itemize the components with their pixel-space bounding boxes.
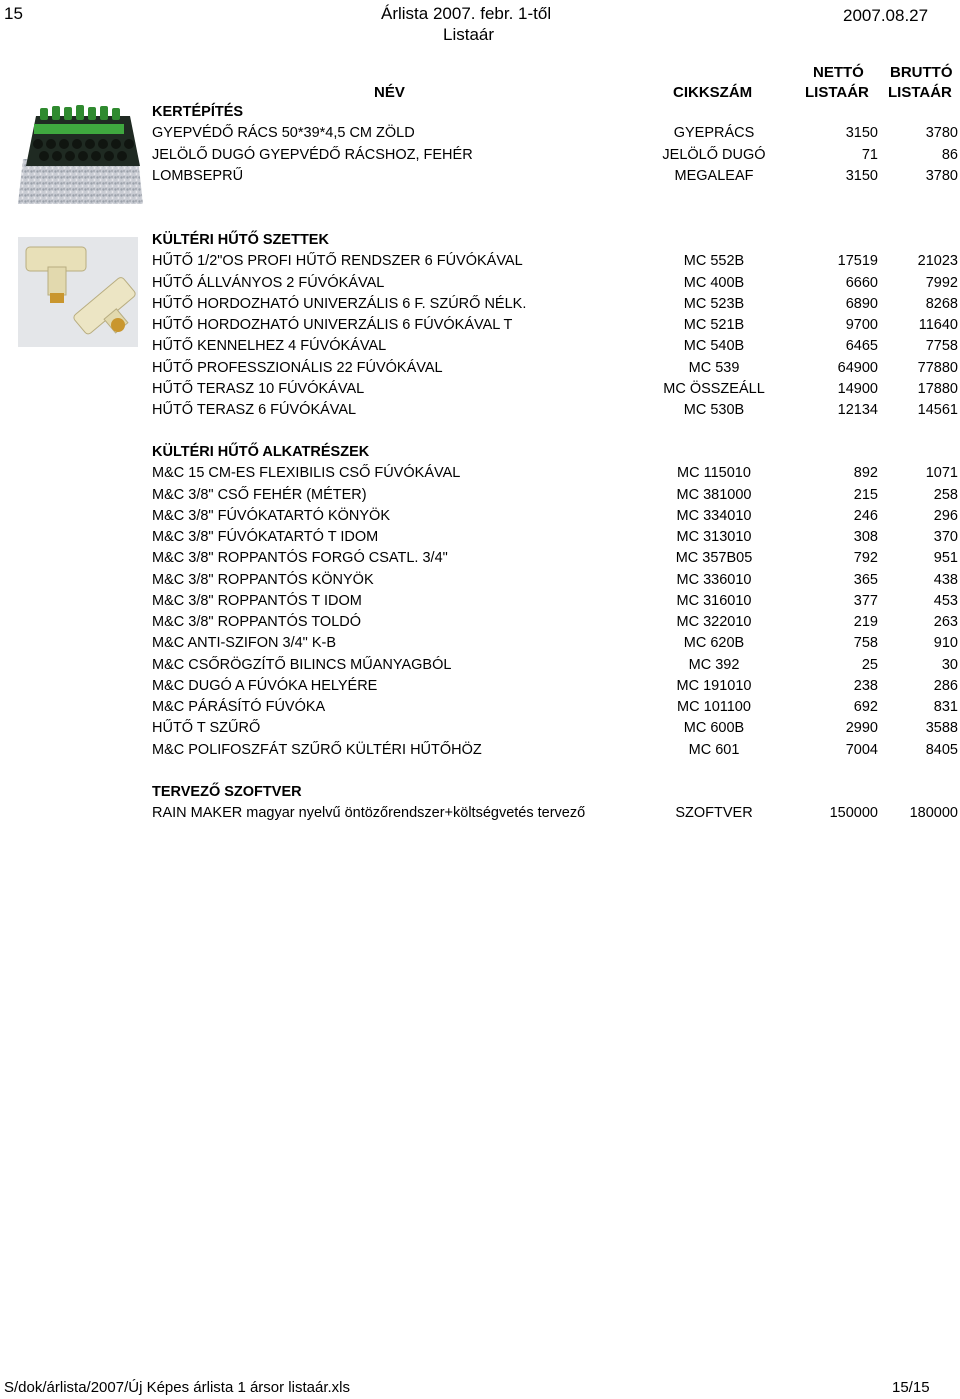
table-row xyxy=(0,381,960,402)
item-name: HŰTŐ ÁLLVÁNYOS 2 FÚVÓKÁVAL xyxy=(152,274,385,291)
item-gross-price: 8405 xyxy=(925,741,958,758)
item-gross-price: 77880 xyxy=(917,359,958,376)
item-name: M&C 3/8" ROPPANTÓS T IDOM xyxy=(152,592,362,609)
item-name: HŰTŐ HORDOZHATÓ UNIVERZÁLIS 6 F. SZÚRŐ NÉLK. xyxy=(152,295,527,312)
section-title: KÜLTÉRI HŰTŐ ALKATRÉSZEK xyxy=(152,444,370,460)
table-row xyxy=(0,168,960,189)
item-code: MC 540B xyxy=(683,338,745,355)
section-title: KÜLTÉRI HŰTŐ SZETTEK xyxy=(152,232,329,248)
table-row xyxy=(0,275,960,296)
item-gross-price: 910 xyxy=(933,635,958,652)
item-gross-price: 21023 xyxy=(917,253,958,270)
table-row xyxy=(0,593,960,614)
item-name: M&C CSŐRÖGZÍTŐ BILINCS MŰANYAGBÓL xyxy=(152,656,452,673)
item-code: MC 191010 xyxy=(676,677,752,694)
item-gross-price: 3780 xyxy=(925,125,958,142)
item-net-price: 3150 xyxy=(845,125,878,142)
item-net-price: 150000 xyxy=(829,805,878,821)
item-net-price: 6660 xyxy=(845,274,878,291)
table-row xyxy=(0,402,960,423)
item-name: HŰTŐ T SZŰRŐ xyxy=(152,720,261,737)
column-header-gross-1: BRUTTÓ xyxy=(890,64,953,81)
item-code: MC 620B xyxy=(683,635,745,652)
item-code: MC ÖSSZEÁLL xyxy=(663,380,765,397)
item-gross-price: 7758 xyxy=(925,338,958,355)
item-code: MC 334010 xyxy=(676,507,752,524)
item-name: JELÖLŐ DUGÓ GYEPVÉDŐ RÁCSHOZ, FEHÉR xyxy=(152,146,473,163)
item-gross-price: 370 xyxy=(933,529,958,545)
item-code: MC 552B xyxy=(683,253,745,270)
item-net-price: 14900 xyxy=(837,380,878,397)
item-name: M&C 3/8" ROPPANTÓS TOLDÓ xyxy=(152,614,362,630)
item-gross-price: 296 xyxy=(933,507,958,524)
table-row xyxy=(0,360,960,381)
item-gross-price: 263 xyxy=(933,614,958,630)
item-net-price: 792 xyxy=(853,550,878,567)
item-code: MC 530B xyxy=(683,402,745,418)
footer-file-path: S/dok/árlista/2007/Új Képes árlista 1 ársor listaár.xls xyxy=(4,1379,350,1396)
item-name: M&C 3/8" FÚVÓKATARTÓ T IDOM xyxy=(152,529,379,545)
page-number: 15 xyxy=(4,4,23,23)
table-row xyxy=(0,317,960,338)
table-row xyxy=(0,147,960,168)
column-header-code: CIKKSZÁM xyxy=(673,84,753,101)
item-code: MC 400B xyxy=(683,274,745,291)
item-code: MC 316010 xyxy=(676,592,752,609)
table-row xyxy=(0,465,960,486)
item-name: HŰTŐ HORDOZHATÓ UNIVERZÁLIS 6 FÚVÓKÁVAL T xyxy=(152,317,513,333)
item-net-price: 238 xyxy=(853,677,878,694)
table-row xyxy=(0,508,960,529)
item-name: GYEPVÉDŐ RÁCS 50*39*4,5 CM ZÖLD xyxy=(152,125,415,142)
item-name: HŰTŐ KENNELHEZ 4 FÚVÓKÁVAL xyxy=(152,338,387,355)
item-code: MEGALEAF xyxy=(674,167,754,184)
item-code: MC 381000 xyxy=(676,486,752,503)
item-code: MC 600B xyxy=(683,720,745,737)
item-gross-price: 180000 xyxy=(909,805,958,821)
item-code: JELÖLŐ DUGÓ xyxy=(662,146,766,163)
item-name: M&C ANTI-SZIFON 3/4" K-B xyxy=(152,635,337,652)
item-net-price: 25 xyxy=(861,656,878,673)
item-name: HŰTŐ TERASZ 10 FÚVÓKÁVAL xyxy=(152,380,365,397)
item-net-price: 9700 xyxy=(845,317,878,333)
item-gross-price: 11640 xyxy=(918,317,958,333)
item-code: SZOFTVER xyxy=(675,805,753,821)
table-row xyxy=(0,805,960,826)
item-name: M&C 15 CM-ES FLEXIBILIS CSŐ FÚVÓKÁVAL xyxy=(152,465,461,482)
item-gross-price: 30 xyxy=(941,656,958,673)
item-gross-price: 831 xyxy=(933,699,958,715)
item-gross-price: 7992 xyxy=(925,274,958,291)
table-row xyxy=(0,296,960,317)
column-header-net-2: LISTAÁR xyxy=(805,84,869,101)
item-code: MC 115010 xyxy=(677,465,751,482)
item-name: RAIN MAKER magyar nyelvű öntözőrendszer+költségvetés tervező xyxy=(152,805,586,821)
item-code: MC 357B05 xyxy=(675,550,753,567)
item-gross-price: 286 xyxy=(933,677,958,694)
table-row xyxy=(0,550,960,571)
table-row xyxy=(0,678,960,699)
document-title: Árlista 2007. febr. 1-től xyxy=(381,4,552,23)
item-name: M&C 3/8" CSŐ FEHÉR (MÉTER) xyxy=(152,486,367,503)
item-name: M&C DUGÓ A FÚVÓKA HELYÉRE xyxy=(152,677,378,694)
item-name: LOMBSEPRŰ xyxy=(152,167,244,184)
item-name: M&C 3/8" ROPPANTÓS FORGÓ CSATL. 3/4" xyxy=(152,550,448,567)
column-header-name: NÉV xyxy=(374,84,405,101)
item-name: M&C PÁRÁSÍTÓ FÚVÓKA xyxy=(152,699,326,715)
item-name: HŰTŐ 1/2"OS PROFI HŰTŐ RENDSZER 6 FÚVÓKÁVAL xyxy=(152,253,523,270)
table-row xyxy=(0,253,960,274)
item-gross-price: 14561 xyxy=(917,402,958,418)
item-gross-price: 258 xyxy=(933,486,958,503)
item-gross-price: 3780 xyxy=(925,167,958,184)
item-gross-price: 17880 xyxy=(917,380,958,397)
item-net-price: 246 xyxy=(853,507,878,524)
item-net-price: 758 xyxy=(853,635,878,652)
item-net-price: 219 xyxy=(853,614,878,630)
item-net-price: 64900 xyxy=(837,359,878,376)
item-gross-price: 1071 xyxy=(925,465,958,482)
table-row xyxy=(0,125,960,146)
table-row xyxy=(0,572,960,593)
table-row xyxy=(0,699,960,720)
item-net-price: 6465 xyxy=(845,338,878,355)
item-code: MC 392 xyxy=(688,656,740,673)
item-net-price: 2990 xyxy=(845,720,878,737)
item-gross-price: 86 xyxy=(941,146,958,163)
item-net-price: 7004 xyxy=(845,741,878,758)
item-code: MC 523B xyxy=(683,295,745,312)
item-net-price: 692 xyxy=(853,699,878,715)
item-net-price: 6890 xyxy=(845,295,878,312)
item-code: MC 101100 xyxy=(677,699,751,715)
section-title: TERVEZŐ SZOFTVER xyxy=(152,784,302,800)
column-header-gross-2: LISTAÁR xyxy=(888,84,952,101)
item-net-price: 308 xyxy=(853,529,878,545)
item-code: MC 336010 xyxy=(676,571,752,588)
table-row xyxy=(0,657,960,678)
item-net-price: 71 xyxy=(861,146,878,163)
item-net-price: 12134 xyxy=(837,402,878,418)
item-name: M&C 3/8" ROPPANTÓS KÖNYÖK xyxy=(152,571,374,588)
table-row xyxy=(0,338,960,359)
item-net-price: 215 xyxy=(853,486,878,503)
item-code: MC 322010 xyxy=(676,614,752,630)
item-gross-price: 951 xyxy=(933,550,958,567)
item-name: HŰTŐ PROFESSZIONÁLIS 22 FÚVÓKÁVAL xyxy=(152,359,443,376)
column-header-net-1: NETTÓ xyxy=(813,64,864,81)
table-row xyxy=(0,487,960,508)
item-name: M&C POLIFOSZFÁT SZŰRŐ KÜLTÉRI HŰTŐHÖZ xyxy=(152,741,482,758)
document-subtitle: Listaár xyxy=(443,25,495,44)
item-code: MC 539 xyxy=(688,359,740,376)
table-row xyxy=(0,529,960,550)
item-gross-price: 453 xyxy=(933,592,958,609)
table-row xyxy=(0,635,960,656)
item-gross-price: 3588 xyxy=(925,720,958,737)
footer-page: 15/15 xyxy=(892,1379,930,1396)
item-name: M&C 3/8" FÚVÓKATARTÓ KÖNYÖK xyxy=(152,507,390,524)
item-code: MC 601 xyxy=(688,741,740,758)
document-date: 2007.08.27 xyxy=(843,6,929,25)
table-row xyxy=(0,720,960,741)
item-gross-price: 438 xyxy=(933,571,958,588)
item-net-price: 892 xyxy=(853,465,878,482)
item-code: MC 313010 xyxy=(676,529,752,545)
item-gross-price: 8268 xyxy=(925,295,958,312)
table-row xyxy=(0,614,960,635)
item-name: HŰTŐ TERASZ 6 FÚVÓKÁVAL xyxy=(152,402,357,418)
item-net-price: 365 xyxy=(853,571,878,588)
section-title: KERTÉPÍTÉS xyxy=(152,104,244,120)
table-row xyxy=(0,742,960,763)
item-net-price: 3150 xyxy=(845,167,878,184)
item-code: MC 521B xyxy=(683,317,745,333)
item-code: GYEPRÁCS xyxy=(673,125,755,142)
item-net-price: 17519 xyxy=(837,253,878,270)
item-net-price: 377 xyxy=(853,592,878,609)
